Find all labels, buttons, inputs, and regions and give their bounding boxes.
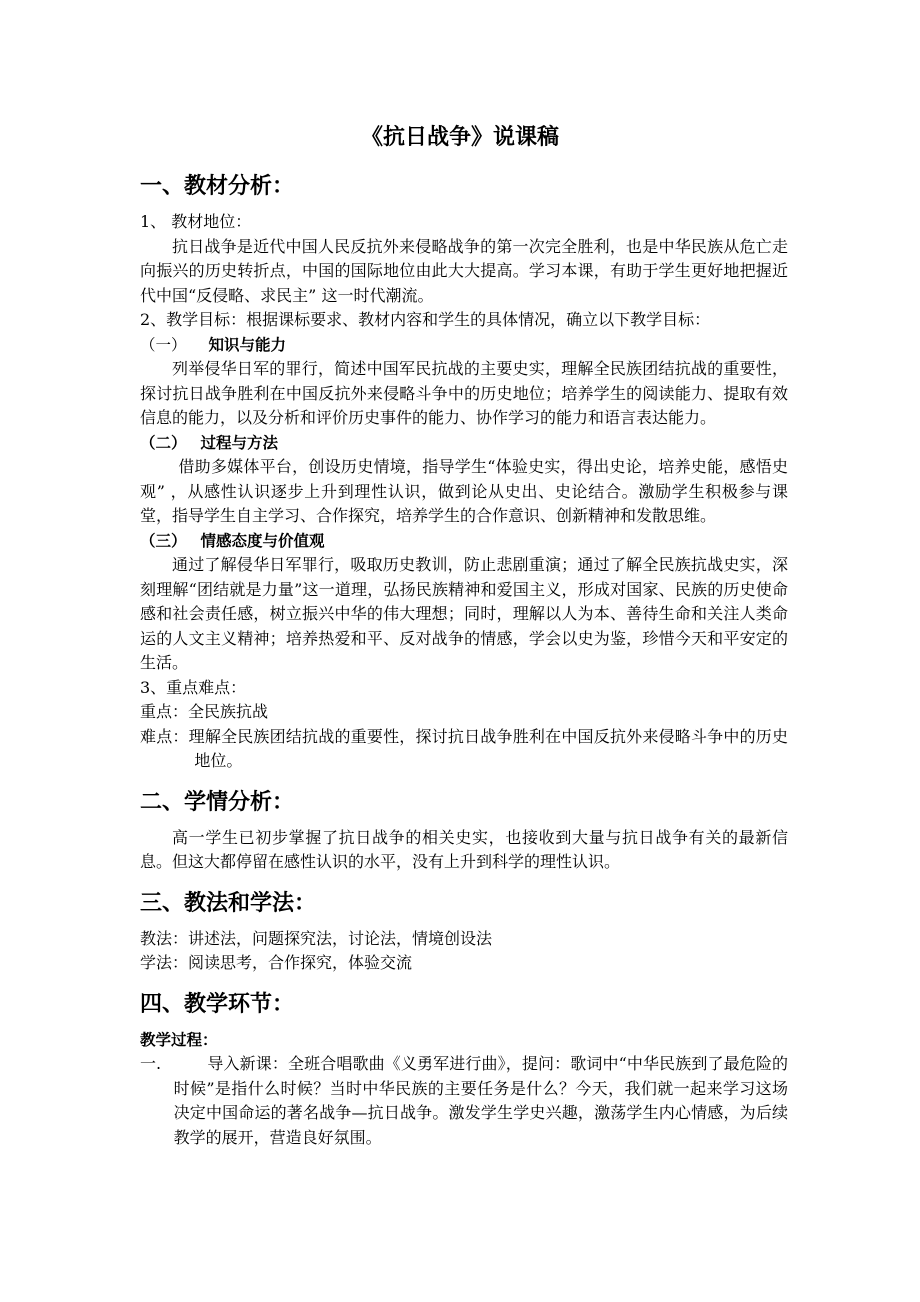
item1-paragraph: 抗日战争是近代中国人民反抗外来侵略战争的第一次完全胜利，也是中华民族从危亡走向振兴的历史转折点，中国的国际地位由此大大提高。学习本课，有助于学生更好地把握近代中国“反侵略、求民主” 这一时代潮流。 (140, 236, 788, 305)
goal3-title: 情感态度与价值观 (200, 531, 325, 550)
goal1-title: 知识与能力 (208, 335, 287, 354)
item1-label: 1、 教材地位： (140, 212, 252, 231)
section-heading-teaching-steps: 四、教学环节： (140, 991, 295, 1017)
goal3-paragraph: 通过了解侵华日军罪行，吸取历史教训，防止悲剧重演；通过了解全民族抗战史实，深刻理解“团结就是力量”这一道理，弘扬民族精神和爱国主义，形成对国家、民族的历史使命感和社会责任感，树立振兴中华的伟大理想；同时，理解以人为本、善待生命和关注人类命运的人文主义精神；培养热爱和平、反对战争的情感，学会以史为鉴，珍惜今天和平安定的生活。 (140, 555, 788, 672)
goal1-number: （一） (140, 335, 187, 354)
key-point: 重点：全民族抗战 (140, 702, 269, 721)
goal3-heading (140, 529, 788, 554)
teaching-process-label: 教学过程： (140, 1030, 218, 1049)
item2-label: 2、教学目标：根据课标要求、教材内容和学生的具体情况，确立以下教学目标： (140, 310, 711, 329)
section-heading-textbook-analysis: 一、教材分析： (140, 174, 295, 199)
difficulty: 难点：理解全民族团结抗战的重要性，探讨抗日战争胜利在中国反抗外来侵略斗争中的历史地位。 (140, 726, 788, 770)
document-title: 《抗日战争》说课稿 (360, 125, 559, 150)
student-analysis-paragraph: 高一学生已初步掌握了抗日战争的相关史实，也接收到大量与抗日战争有关的最新信息。但这大都停留在感性认识的水平，没有上升到科学的理性认识。 (140, 827, 788, 871)
step1-text: 导入新课：全班合唱歌曲《义勇军进行曲》，提问：歌词中“中华民族到了最危险的时候”是指什么时候？当时中华民族的主要任务是什么？今天，我们就一起来学习这场决定中国命运的著名战争—抗日战争。激发学生学史兴趣，激荡学生内心情感，为后续教学的展开，营造良好氛围。 (173, 1054, 788, 1147)
goal3-number: （三） (140, 531, 187, 550)
step1-item (140, 1052, 788, 1150)
section-heading-methods: 三、教法和学法： (140, 890, 317, 916)
section-heading-student-analysis: 二、学情分析： (140, 789, 295, 815)
teaching-methods: 教法：讲述法，问题探究法，讨论法，情境创设法 (140, 928, 493, 948)
goal2-paragraph: 借助多媒体平台，创设历史情境，指导学生“体验史实，得出史论，培养史能，感悟史观” ，从感性认识逐步上升到理性认识，做到论从史出、史论结合。激励学生积极参与课堂，指导学生自主学习、合作探究，培养学生的合作意识、创新精神和发散思维。 (140, 457, 788, 525)
item3-label: 3、重点难点： (140, 677, 247, 697)
goal2-number: （二） (140, 433, 187, 452)
learning-methods: 学法：阅读思考，合作探究，体验交流 (140, 953, 413, 972)
step1-number: 一. (140, 1054, 162, 1073)
document-body (140, 168, 788, 1150)
goal2-heading (140, 431, 788, 456)
goal2-title: 过程与方法 (200, 433, 279, 452)
goal1-heading (140, 333, 788, 358)
goal1-paragraph: 列举侵华日军的罪行，简述中国军民抗战的主要史实，理解全民族团结抗战的重要性，探讨抗日战争胜利在中国反抗外来侵略斗争中的历史地位；培养学生的阅读能力、提取有效信息的能力，以及分析和评价历史事件的能力、协作学习的能力和语言表达能力。 (140, 359, 788, 427)
